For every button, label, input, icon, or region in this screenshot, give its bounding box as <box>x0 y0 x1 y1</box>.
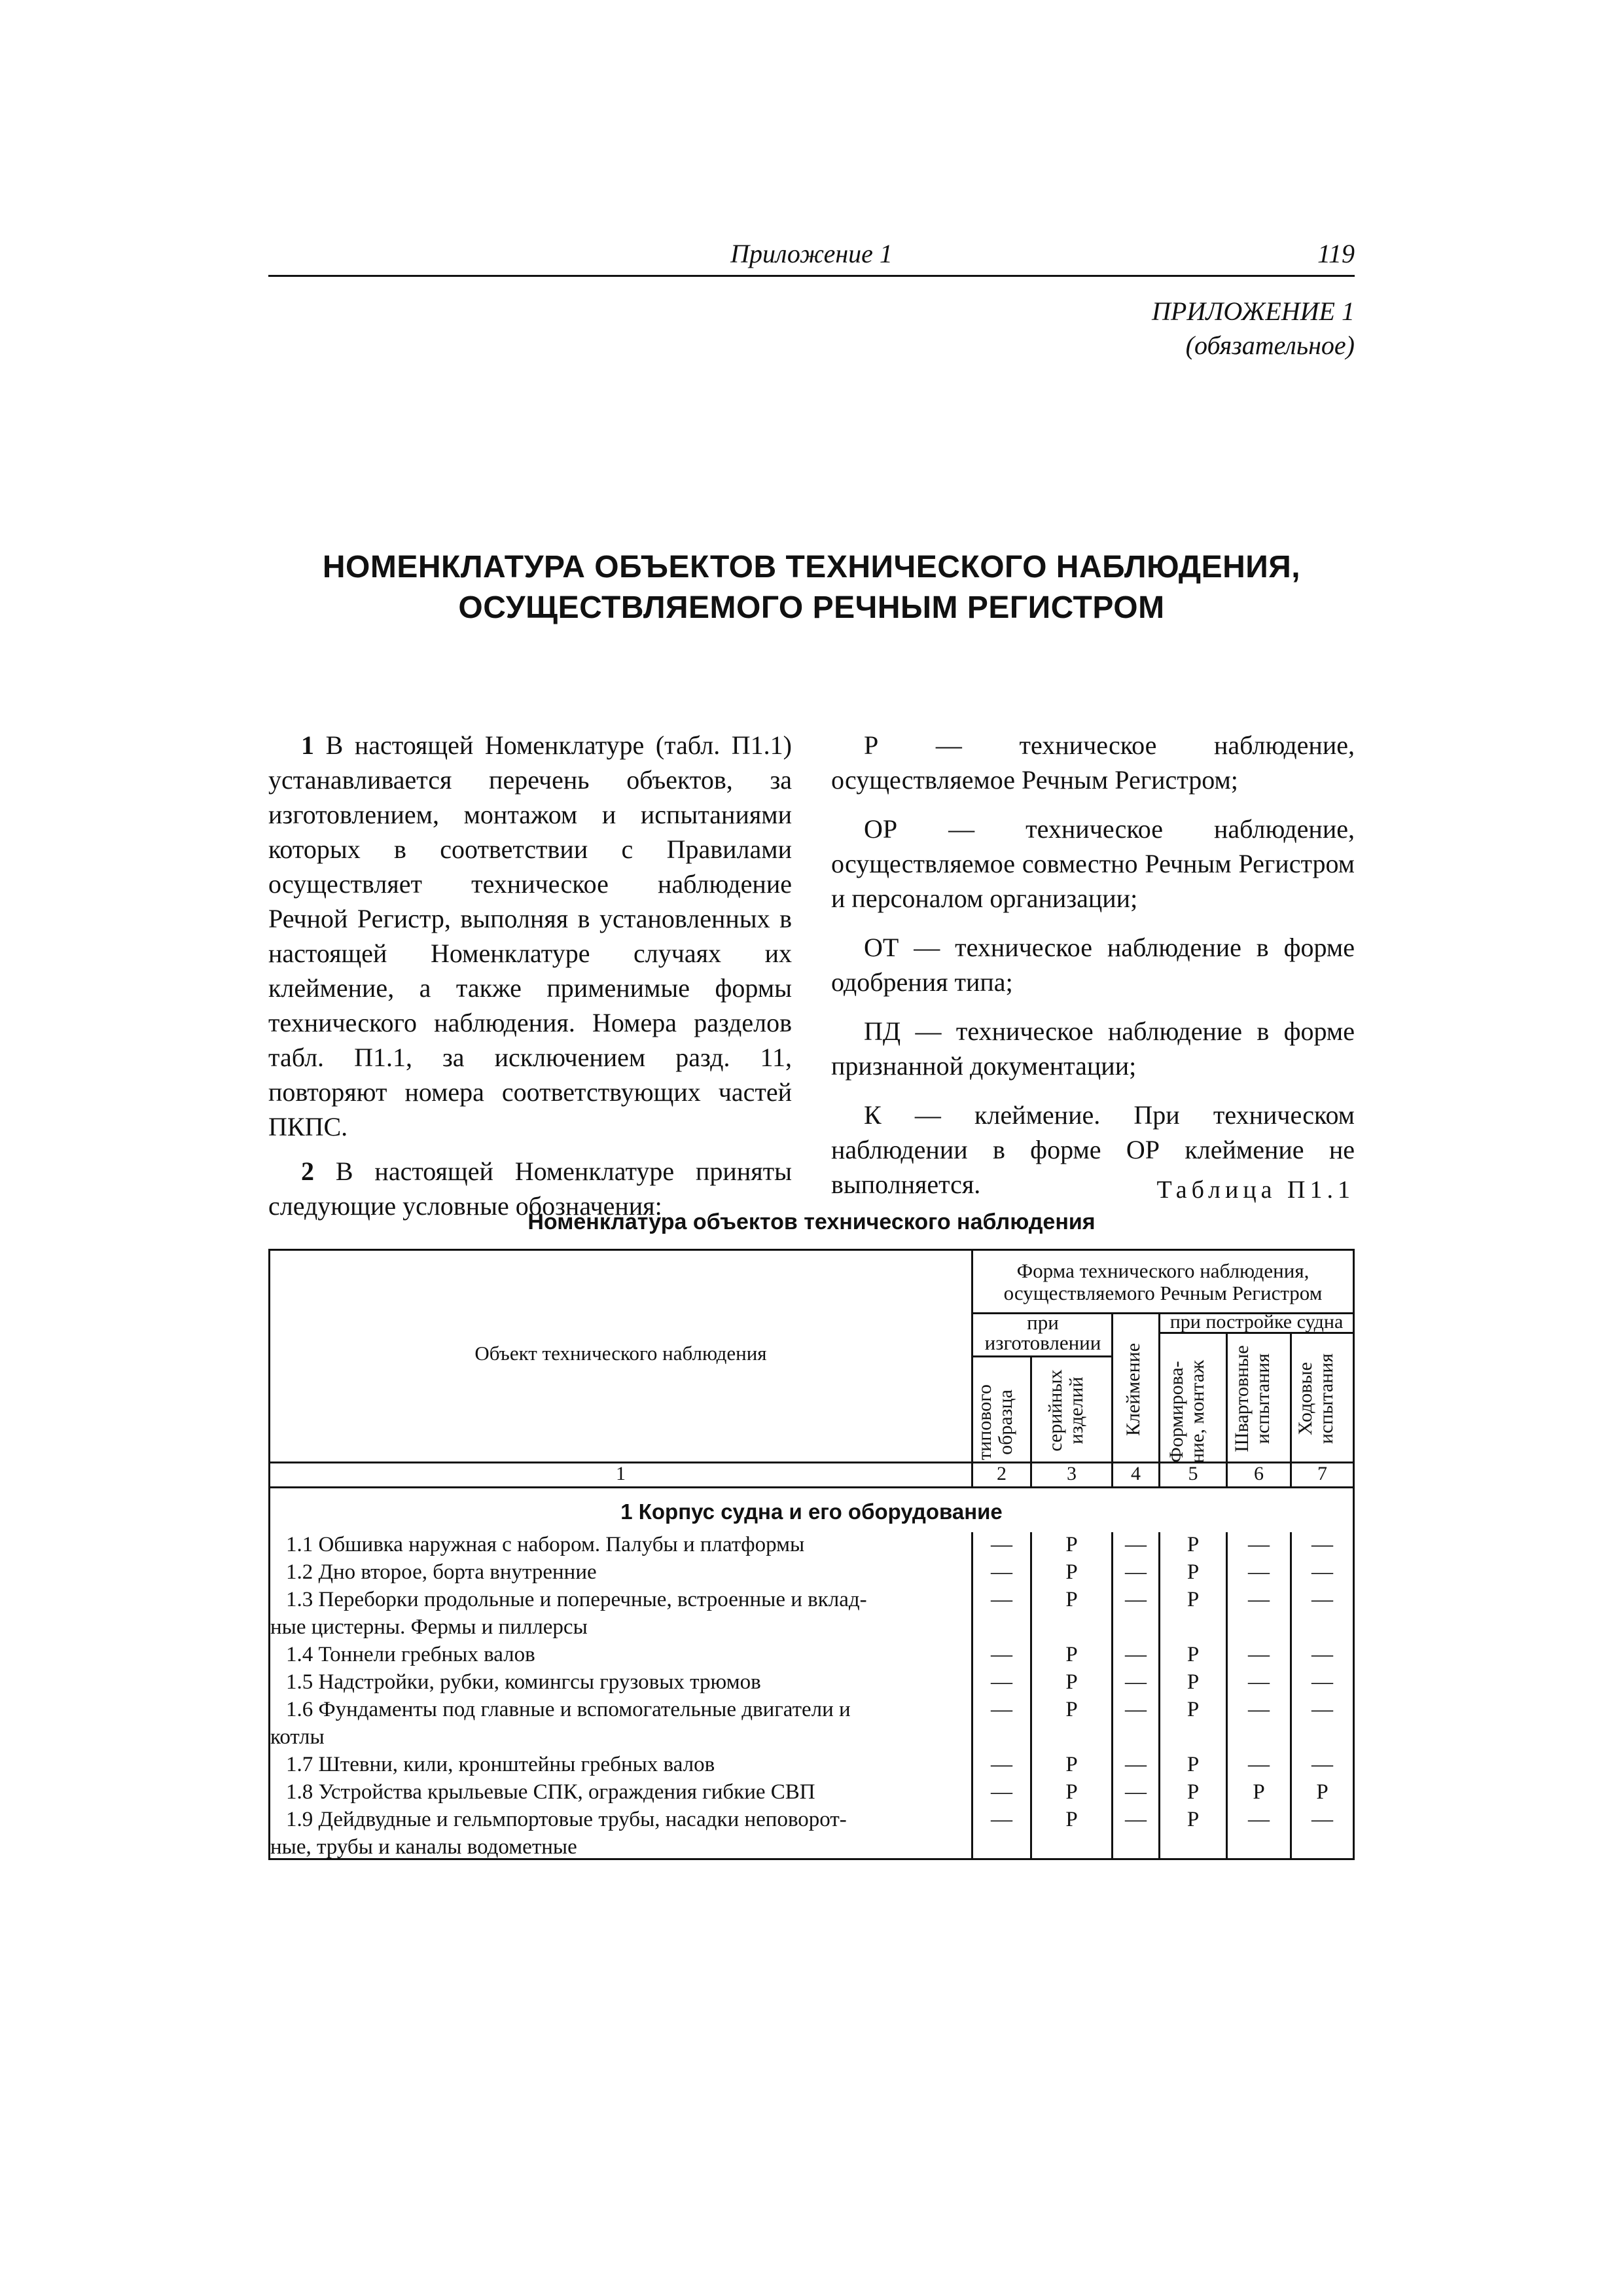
header-serial-line-2: изделий <box>1065 1376 1087 1444</box>
header-sea-trials <box>1295 1331 1347 1466</box>
header-mooring-line-1: Швартовные <box>1231 1345 1253 1452</box>
row-mark: — <box>1125 1753 1147 1776</box>
row-mark: — <box>1311 1753 1333 1776</box>
column-number: 5 <box>1188 1463 1198 1484</box>
column-number: 2 <box>997 1463 1007 1484</box>
row-object-text: 1.8 Устройства крыльевые СПК, ограждения гибкие СВП <box>286 1780 815 1804</box>
grid-line <box>270 1486 1353 1488</box>
column-number: 6 <box>1254 1463 1264 1484</box>
row-mark: — <box>1125 1780 1147 1804</box>
header-mooring-line-2: испытания <box>1252 1353 1274 1444</box>
row-mark: — <box>991 1533 1012 1556</box>
legend-item: К — клеймение. При техническом наблюдении в форме ОР клеймение не выполняется. <box>831 1100 1355 1199</box>
row-mark: — <box>1248 1670 1270 1694</box>
row-mark: — <box>991 1698 1012 1721</box>
row-mark: — <box>991 1753 1012 1776</box>
row-mark: — <box>1125 1808 1147 1831</box>
row-mark: — <box>1125 1643 1147 1666</box>
row-mark: Р <box>1065 1588 1078 1611</box>
row-mark: — <box>1125 1698 1147 1721</box>
paragraph-2-text: В настоящей Номенклатуре приняты следующие условные обозначения: <box>268 1157 792 1221</box>
legend-item: ПД — техническое наблюдение в форме признанной документации; <box>831 1016 1355 1081</box>
row-object-text: 1.4 Тоннели гребных валов <box>286 1643 535 1666</box>
column-number: 7 <box>1317 1463 1327 1484</box>
row-object-text: 1.6 Фундаменты под главные и вспомогательные двигатели и <box>286 1698 851 1721</box>
header-manufacture-line-1: при <box>1027 1311 1059 1334</box>
header-manufacture-line-2: изготовлении <box>984 1331 1101 1354</box>
row-mark: — <box>1311 1588 1333 1611</box>
row-mark: — <box>1248 1560 1270 1584</box>
row-mark: — <box>1248 1533 1270 1556</box>
row-mark: Р <box>1065 1753 1078 1776</box>
table-title: Номенклатура объектов технического наблюдения <box>527 1210 1096 1234</box>
row-object-text: 1.9 Дейдвудные и гельмпортовые трубы, насадки неповорот- <box>286 1808 847 1831</box>
header-sea-trials-line-2: испытания <box>1315 1353 1337 1444</box>
legend-item: ОР — техническое наблюдение, осуществляемое совместно Речным Регистром и персоналом организации; <box>831 814 1355 913</box>
row-mark: — <box>1125 1588 1147 1611</box>
header-mooring <box>1232 1331 1284 1466</box>
header-forming-line-1: Формирова- <box>1166 1361 1187 1463</box>
header-marking: Клеймение <box>1122 1342 1144 1437</box>
row-mark: — <box>991 1808 1012 1831</box>
left-column <box>268 728 792 1233</box>
legend-item: Р — техническое наблюдение, осуществляемое Речным Регистром; <box>831 730 1355 795</box>
right-column <box>831 728 1355 1216</box>
column-number: 3 <box>1067 1463 1077 1484</box>
row-mark: — <box>1311 1808 1333 1831</box>
row-object-text: 1.5 Надстройки, рубки, комингсы грузовых трюмов <box>286 1670 761 1694</box>
row-mark: — <box>1248 1698 1270 1721</box>
row-mark: — <box>1311 1698 1333 1721</box>
paragraph-1-text: В настоящей Номенклатуре (табл. П1.1) устанавливается перечень объектов, за изготовлением, монтажом и испытаниями которых в соответствии с Правилами осуществляет техническое наблюдение Речной Регистр, выполняя в установленных в настоящей Номенклатуре случаях их клеймение, а также применимые формы технического наблюдения. Номера разделов табл. П1.1, за исключением разд. 11, повторяют номера соответствующих частей ПКПС. <box>268 730 792 1141</box>
row-mark: — <box>1311 1560 1333 1584</box>
row-object-text: котлы <box>270 1725 325 1749</box>
document-title-line-1: НОМЕНКЛАТУРА ОБЪЕКТОВ ТЕХНИЧЕСКОГО НАБЛЮДЕНИЯ, <box>322 550 1301 584</box>
appendix-label <box>1152 295 1355 363</box>
row-object-text: ные цистерны. Фермы и пиллерсы <box>270 1615 588 1639</box>
row-mark: — <box>991 1643 1012 1666</box>
row-mark: — <box>1248 1588 1270 1611</box>
row-mark: Р <box>1186 1698 1200 1721</box>
row-object-text: ные, трубы и каналы водометные <box>270 1835 577 1859</box>
row-mark: Р <box>1065 1643 1078 1666</box>
header-forming-line-2: ние, монтаж <box>1186 1360 1208 1463</box>
header-forming <box>1166 1344 1219 1479</box>
nomenclature-table <box>268 1249 1355 1860</box>
row-mark: Р <box>1186 1560 1200 1584</box>
document-title-line-2: ОСУЩЕСТВЛЯЕМОГО РЕЧНЫМ РЕГИСТРОМ <box>458 590 1165 625</box>
row-mark: — <box>1311 1533 1333 1556</box>
running-head-title: Приложение 1 <box>730 239 893 268</box>
row-mark: Р <box>1065 1698 1078 1721</box>
row-mark: Р <box>1186 1670 1200 1694</box>
page-number: 119 <box>1317 239 1355 268</box>
document-title <box>268 547 1355 628</box>
row-mark: — <box>1248 1808 1270 1831</box>
table-label: Таблица П1.1 <box>1156 1176 1355 1204</box>
header-serial-line-1: серийных <box>1044 1369 1066 1452</box>
header-object: Объект технического наблюдения <box>474 1342 767 1365</box>
row-mark: — <box>1311 1643 1333 1666</box>
row-mark: — <box>1125 1670 1147 1694</box>
appendix-status: (обязательное) <box>1185 331 1355 360</box>
row-mark: Р <box>1186 1808 1200 1831</box>
row-mark: Р <box>1186 1780 1200 1804</box>
row-mark: Р <box>1186 1643 1200 1666</box>
row-object-text: 1.3 Переборки продольные и поперечные, встроенные и вклад- <box>286 1588 867 1611</box>
header-type-sample-line-2: образца <box>995 1390 1016 1455</box>
row-mark: — <box>991 1780 1012 1804</box>
row-object-text: 1.7 Штевни, кили, кронштейны гребных валов <box>286 1753 715 1776</box>
column-number: 4 <box>1131 1463 1141 1484</box>
row-mark: Р <box>1253 1780 1265 1804</box>
row-mark: — <box>1248 1753 1270 1776</box>
header-construction: при постройке судна <box>1169 1311 1344 1333</box>
column-number: 1 <box>616 1463 626 1484</box>
header-form-line-1: Форма технического наблюдения, <box>1016 1259 1310 1282</box>
row-mark: Р <box>1186 1588 1200 1611</box>
paragraph-1 <box>268 728 792 1144</box>
row-mark: Р <box>1316 1780 1329 1804</box>
header-sea-trials-line-1: Ходовые <box>1294 1362 1316 1435</box>
header-type-sample-line-1: типового <box>974 1384 995 1460</box>
row-mark: — <box>1311 1670 1333 1694</box>
grid-line <box>1158 1312 1160 1486</box>
row-mark: Р <box>1065 1780 1078 1804</box>
row-mark: — <box>991 1670 1012 1694</box>
row-mark: — <box>1125 1533 1147 1556</box>
row-mark: Р <box>1065 1670 1078 1694</box>
row-mark: — <box>1248 1643 1270 1666</box>
running-head <box>268 237 1355 277</box>
header-serial <box>1045 1343 1097 1478</box>
row-mark: Р <box>1065 1533 1078 1556</box>
row-mark: Р <box>1186 1753 1200 1776</box>
table-section-title: 1 Корпус судна и его оборудование <box>620 1499 1003 1524</box>
row-object-text: 1.1 Обшивка наружная с набором. Палубы и платформы <box>286 1533 805 1556</box>
row-mark: — <box>1125 1560 1147 1584</box>
header-form-line-2: осуществляемого Речным Регистром <box>1003 1282 1323 1304</box>
row-mark: — <box>991 1588 1012 1611</box>
appendix-number: ПРИЛОЖЕНИЕ 1 <box>1152 296 1355 326</box>
row-mark: Р <box>1186 1533 1200 1556</box>
row-mark: Р <box>1065 1560 1078 1584</box>
row-mark: — <box>991 1560 1012 1584</box>
paragraph-2-number: 2 <box>301 1157 314 1186</box>
row-mark: Р <box>1065 1808 1078 1831</box>
row-object-text: 1.2 Дно второе, борта внутренние <box>286 1560 597 1584</box>
paragraph-1-number: 1 <box>301 730 314 760</box>
legend-item: ОТ — техническое наблюдение в форме одобрения типа; <box>831 933 1355 997</box>
